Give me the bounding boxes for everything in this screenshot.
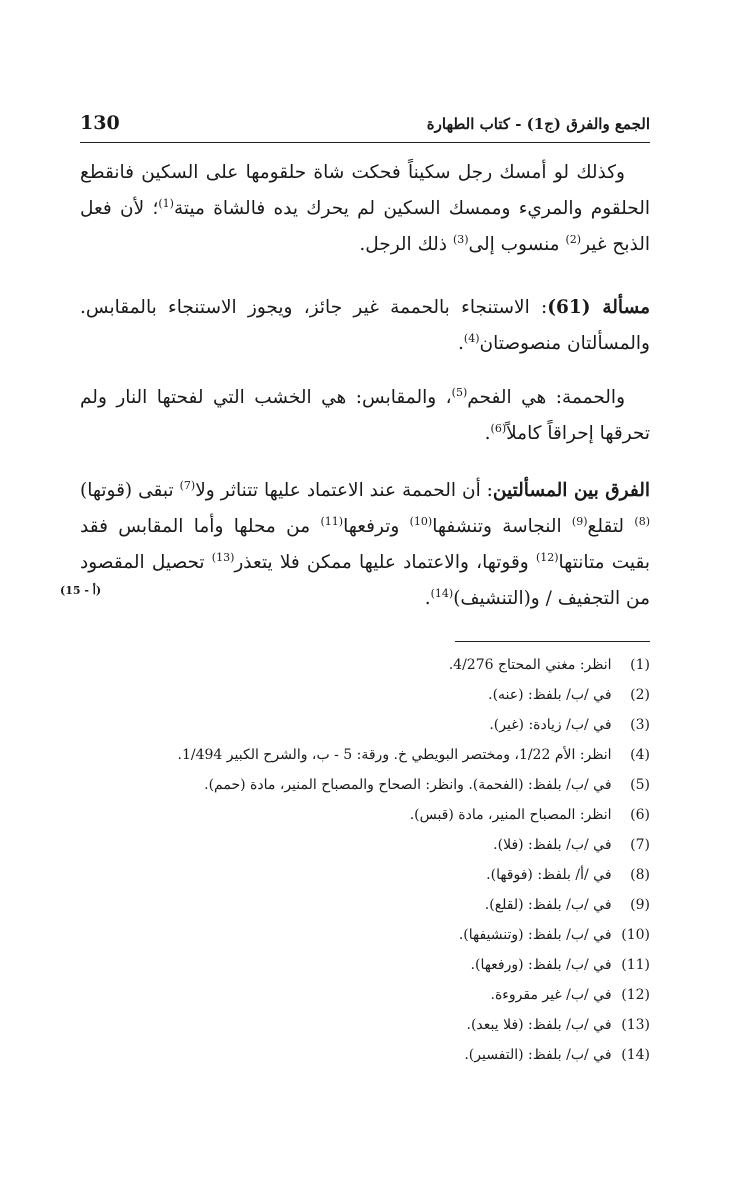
running-title: الجمع والفرق (ج1) - كتاب الطهارة (426, 115, 650, 133)
footnote-text: في /ب/ بلفظ: (ورفعها). (470, 957, 612, 973)
footnote-text: في /ب/ بلفظ: (التفسير). (464, 1047, 612, 1063)
footnote-text: انظر: الأم 1/22، ومختصر البويطي خ. ورقة: 5 - ب، والشرح الكبير 1/494. (177, 747, 612, 763)
paragraph-issue-61 (80, 290, 650, 362)
paragraph-definitions (80, 380, 650, 452)
footnote-item (80, 680, 650, 710)
footnote-ref-14[interactable]: (14) (430, 586, 454, 600)
paragraph-text: . (484, 423, 491, 444)
footnote-text: في /ب/ بلفظ: (وتنشيفها). (458, 927, 612, 943)
running-header (80, 112, 650, 142)
footnote-number: (5) (630, 777, 650, 793)
paragraph-text: والحممة: هي الفحم (467, 387, 625, 408)
paragraph-text: ، والمقابس: هي الخشب التي لفحتها النار ولم تحرقها إحراقاً كاملاً (80, 387, 650, 444)
footnote-ref-3[interactable]: (3) (452, 232, 469, 246)
footnote-number: (12) (621, 987, 650, 1003)
paragraph-text: وقوتها، والاعتماد عليها ممكن فلا يتعذر (234, 552, 536, 573)
footnote-item (80, 710, 650, 740)
footnote-number: (14) (621, 1047, 650, 1063)
footnote-ref-11[interactable]: (11) (320, 514, 344, 528)
footnote-ref-9[interactable]: (9) (571, 514, 588, 528)
issue-label: مسألة (61) (547, 297, 650, 318)
footnote-separator (455, 641, 650, 642)
paragraph-text: النجاسة وتنشفها (432, 516, 572, 537)
header-rule (80, 142, 650, 143)
footnote-number: (3) (630, 717, 650, 733)
footnote-number: (8) (630, 867, 650, 883)
footnote-item (80, 740, 650, 770)
footnote-ref-2[interactable]: (2) (565, 232, 582, 246)
footnote-ref-5[interactable]: (5) (451, 385, 468, 399)
footnote-number: (1) (630, 657, 650, 673)
footnote-ref-13[interactable]: (13) (211, 550, 235, 564)
paragraph-text: وترفعها (343, 516, 410, 537)
footnote-item (80, 650, 650, 680)
footnote-number: (10) (621, 927, 650, 943)
footnote-item (80, 830, 650, 860)
footnote-text: في /ب/ بلفظ: (عنه). (488, 687, 612, 703)
paragraph-text: وكذلك لو أمسك رجل سكيناً فحكت شاة حلقومها على السكين فانقطع الحلقوم والمريء وممسك السكين لم يحرك يده فالشاة ميتة (80, 162, 650, 219)
page-number: 130 (80, 112, 120, 134)
footnote-item (80, 920, 650, 950)
footnote-text: انظر: المصباح المنير، مادة (قبس). (409, 807, 612, 823)
paragraph-text: . (458, 333, 464, 354)
paragraph-text: تحصيل المقصود من التجفيف / و(التنشيف) (80, 552, 650, 609)
footnote-ref-6[interactable]: (6) (490, 421, 507, 435)
footnote-number: (7) (630, 837, 650, 853)
footnote-text: في /ب/ بلفظ: (فلا). (493, 837, 612, 853)
footnote-item (80, 770, 650, 800)
footnote-item (80, 950, 650, 980)
paragraph-text: : أن الحممة عند الاعتماد عليها تتناثر ولا (195, 480, 493, 501)
footnote-text: في /ب/ زيادة: (غير). (489, 717, 612, 733)
footnote-text: في /ب/ بلفظ: (فلا يبعد). (466, 1017, 612, 1033)
footnote-number: (6) (630, 807, 650, 823)
footnote-ref-1[interactable]: (1) (158, 196, 174, 210)
footnote-text: انظر: مغني المحتاج 4/276. (448, 657, 612, 673)
footnote-item (80, 890, 650, 920)
footnote-ref-4[interactable]: (4) (463, 331, 480, 345)
footnote-number: (11) (621, 957, 650, 973)
footnote-ref-8[interactable]: (8) (634, 514, 650, 528)
paragraph-text: . (424, 588, 431, 609)
footnote-number: (13) (621, 1017, 650, 1033)
paragraph-text: من محلها وأما المقابس فقد بقيت متانتها (80, 516, 650, 573)
paragraph-text: ؛ لأن فعل الذبح غير (80, 198, 650, 255)
paragraph-text: تبقى (قوتها) (80, 480, 180, 501)
footnote-number: (2) (630, 687, 650, 703)
footnote-text: في /ب/ غير مقروءة. (490, 987, 612, 1003)
footnote-text: في /أ/ بلفظ: (فوقها). (486, 867, 612, 883)
paragraph-knife-example (80, 155, 650, 263)
footnote-text: في /ب/ بلفظ: (الفحمة). وانظر: الصحاح والمصباح المنير، مادة (حمم). (204, 777, 612, 793)
footnote-item (80, 800, 650, 830)
footnote-text: في /ب/ بلفظ: (لقلع). (484, 897, 612, 913)
paragraph-difference (80, 473, 650, 617)
footnote-number: (4) (630, 747, 650, 763)
footnote-item (80, 1040, 650, 1070)
footnotes-list (80, 650, 650, 1070)
footnote-item (80, 980, 650, 1010)
footnote-item (80, 1010, 650, 1040)
paragraph-text: منسوب إلى (468, 234, 566, 255)
footnote-ref-10[interactable]: (10) (409, 514, 433, 528)
paragraph-text: : الاستنجاء بالحممة غير جائز، ويجوز الاستنجاء بالمقابس. والمسألتان منصوصتان (80, 297, 650, 354)
footnote-number: (9) (630, 897, 650, 913)
footnote-ref-7[interactable]: (7) (179, 478, 196, 492)
footnote-item (80, 860, 650, 890)
paragraph-text: ذلك الرجل. (359, 234, 453, 255)
footnote-ref-12[interactable]: (12) (535, 550, 559, 564)
manuscript-folio-marker: (15 - أ) (60, 584, 102, 597)
difference-label: الفرق بين المسألتين (492, 480, 650, 501)
paragraph-text: لتقلع (587, 516, 635, 537)
